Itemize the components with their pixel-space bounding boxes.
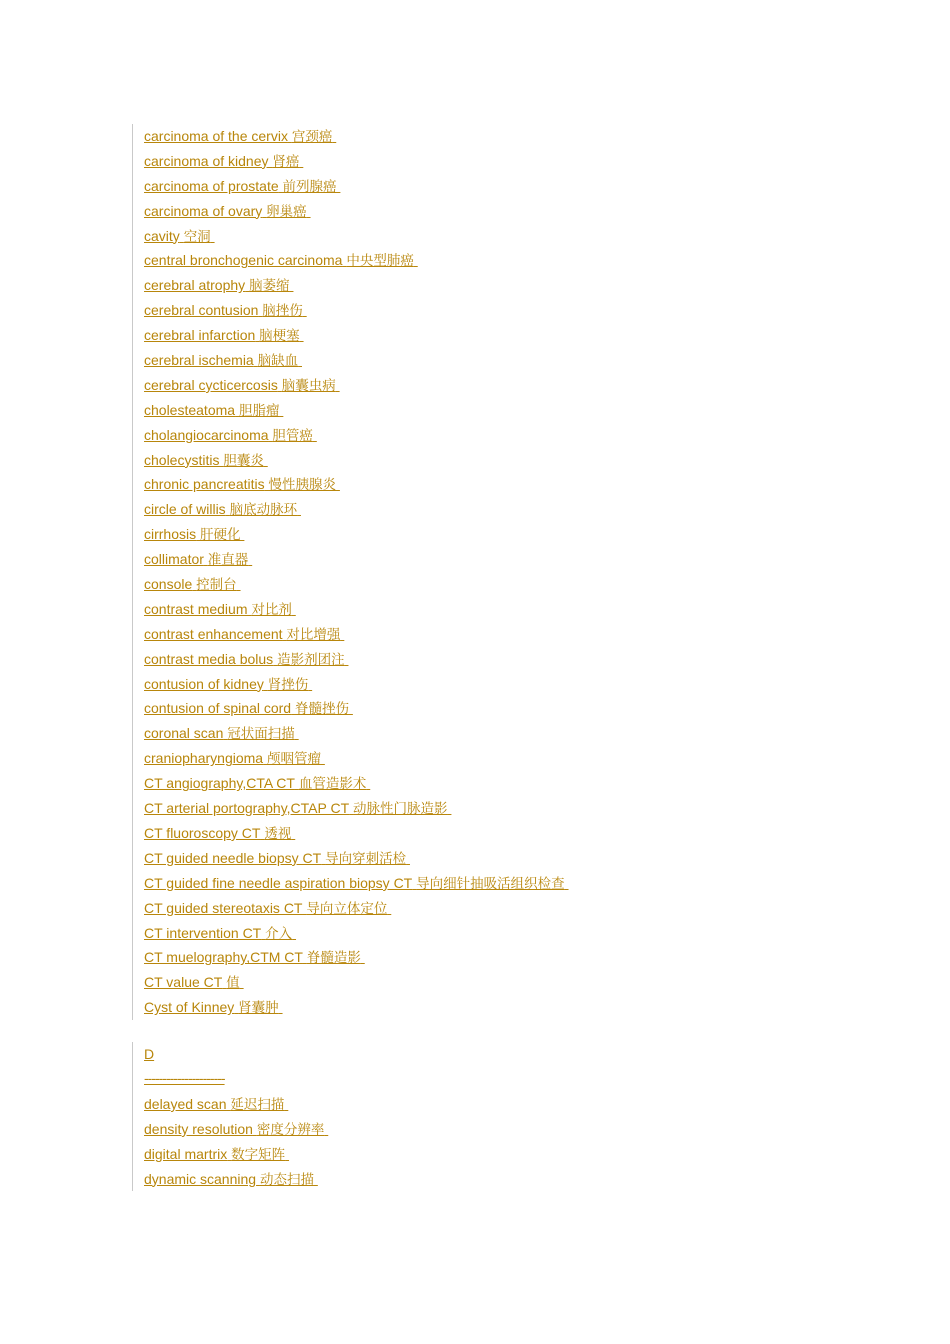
glossary-entry-link[interactable] [144,149,569,174]
glossary-entry-link[interactable] [144,323,569,348]
term-english: dynamic scanning [144,1170,257,1187]
term-english: console [144,576,193,593]
term-chinese: 对比剂 [251,601,292,618]
term-chinese: 肝硬化 [200,527,241,544]
term-english: CT intervention CT [144,924,262,941]
term-english: cerebral ischemia [144,352,254,369]
term-chinese: 血管造影术 [298,776,367,793]
term-english: cholesteatoma [144,401,236,418]
term-chinese: 导向穿刺活检 [325,850,407,867]
term-chinese: 卵巢癌 [266,203,307,220]
glossary-entry-link[interactable] [144,1167,328,1192]
glossary-entry-link[interactable] [144,522,569,547]
glossary-entry-link[interactable] [144,696,569,721]
term-chinese: 慢性胰腺炎 [268,477,337,494]
term-english: cerebral contusion [144,302,259,319]
term-chinese: 导向立体定位 [306,900,388,917]
term-chinese: 中央型肺癌 [346,253,414,270]
term-english: collimator [144,551,204,568]
glossary-entry-link[interactable] [144,821,569,846]
term-english: delayed scan [144,1096,227,1112]
glossary-entry-link[interactable] [144,472,569,497]
term-english: contrast enhancement [144,625,283,642]
term-english: contrast media bolus [144,650,274,667]
term-chinese: 肾癌 [272,153,300,170]
glossary-entry-link[interactable] [144,1142,328,1167]
glossary-entry-link[interactable] [144,448,569,473]
term-english: circle of willis [144,501,226,518]
glossary-entry-link[interactable] [144,721,569,746]
term-english: cirrhosis [144,526,197,543]
term-english: carcinoma of ovary [144,202,263,219]
term-chinese: 颅咽管瘤 [266,751,321,768]
glossary-entry-link[interactable] [144,1117,328,1142]
term-chinese: 前列腺癌 [282,178,337,195]
glossary-entry-link[interactable] [144,124,569,149]
glossary-entry-link[interactable] [144,921,569,946]
term-english: CT arterial portography,CTAP CT [144,800,350,817]
term-chinese: 脊髓挫伤 [294,701,349,718]
glossary-entry-link[interactable] [144,1092,328,1117]
glossary-entry-link[interactable] [144,547,569,572]
term-english: Cyst of Kinney [144,999,235,1016]
term-chinese: 控制台 [196,577,237,594]
term-chinese: 肾挫伤 [267,676,309,693]
glossary-entry-link[interactable] [144,871,569,896]
glossary-section-c [132,124,569,1020]
term-chinese: 胆脂瘤 [238,402,280,419]
term-english: cerebral cycticercosis [144,376,278,393]
glossary-entry-link[interactable] [144,771,569,796]
section-separator: ---------------------- [144,1070,225,1086]
glossary-entry-link[interactable] [144,672,569,697]
term-chinese: 宫颈癌 [291,129,333,145]
term-english: CT fluoroscopy CT [144,824,261,841]
glossary-entry-link[interactable] [144,796,569,821]
term-english: density resolution [144,1120,253,1137]
term-english: CT guided needle biopsy CT [144,849,322,866]
glossary-entry-link[interactable] [144,945,569,970]
term-chinese: 数字矩阵 [231,1146,286,1163]
glossary-entry-link[interactable] [144,273,569,298]
term-english: CT guided fine needle aspiration biopsy CT [144,874,413,891]
term-english: CT angiography,CTA CT [144,775,295,792]
term-chinese: 肾囊肿 [238,1000,279,1017]
term-chinese: 脑底动脉环 [229,502,298,519]
term-english: digital martrix [144,1145,228,1162]
term-chinese: 动脉性门脉造影 [353,801,448,818]
term-english: craniopharyngioma [144,750,264,767]
glossary-entry-link[interactable] [144,497,569,522]
glossary-entry-link[interactable] [144,572,569,597]
term-english: carcinoma of kidney [144,152,269,169]
glossary-entry-link[interactable] [144,199,569,224]
term-english: coronal scan [144,725,224,742]
term-chinese: 值 [226,975,240,992]
term-chinese: 冠状面扫描 [227,726,295,743]
term-english: CT guided stereotaxis CT [144,899,303,916]
term-english: contusion of spinal cord [144,700,292,717]
term-chinese: 脊髓造影 [306,950,361,967]
term-english: cavity [144,227,180,244]
term-english: carcinoma of prostate [144,177,279,194]
term-chinese: 准直器 [207,552,249,569]
glossary-entry-link[interactable] [144,746,569,771]
term-english: chronic pancreatitis [144,476,265,493]
glossary-entry-link[interactable] [144,647,569,672]
term-english: cerebral atrophy [144,277,246,294]
glossary-section-d [132,1042,328,1191]
term-chinese: 脑挫伤 [262,303,303,320]
glossary-entry-link[interactable] [144,995,569,1020]
glossary-entry-link[interactable] [144,597,569,622]
term-english: CT muelography,CTM CT [144,949,303,966]
glossary-entry-link[interactable] [144,373,569,398]
term-chinese: 造影剂团注 [277,651,345,668]
term-chinese: 动态扫描 [259,1171,314,1188]
glossary-entry-link[interactable] [144,896,569,921]
term-chinese: 胆管癌 [272,427,313,444]
term-chinese: 脑缺血 [257,353,299,370]
term-english: cholangiocarcinoma [144,426,269,443]
term-chinese: 脑梗塞 [259,328,300,345]
term-english: cholecystitis [144,451,220,468]
term-english: CT value CT [144,974,223,991]
section-letter-d[interactable]: D [144,1046,155,1062]
term-chinese: 对比增强 [286,626,341,643]
glossary-entry-link[interactable] [144,398,569,423]
term-chinese: 介入 [265,925,293,942]
term-chinese: 透视 [264,825,292,842]
glossary-entry-link[interactable] [144,248,569,273]
term-english: contusion of kidney [144,675,264,692]
glossary-entry-link[interactable] [144,423,569,448]
glossary-entry-link[interactable] [144,622,569,647]
term-chinese: 密度分辨率 [256,1121,325,1138]
term-chinese: 脑囊虫病 [281,377,336,394]
term-english: cerebral infarction [144,327,256,344]
glossary-entry-link[interactable] [144,298,569,323]
term-chinese: 空洞 [183,228,211,245]
term-chinese: 导向细针抽吸活组织检查 [416,875,565,892]
glossary-entry-link[interactable] [144,224,569,249]
term-chinese: 胆囊炎 [223,452,264,469]
term-english: contrast medium [144,600,248,617]
term-english: central bronchogenic carcinoma [144,252,343,269]
term-english: carcinoma of the cervix [144,128,288,144]
glossary-entry-link[interactable] [144,846,569,871]
term-chinese: 脑萎缩 [249,278,290,295]
glossary-entry-link[interactable] [144,348,569,373]
term-chinese: 延迟扫描 [230,1097,285,1113]
glossary-entry-link[interactable] [144,174,569,199]
section-d-entries [144,1092,328,1192]
glossary-entry-link[interactable] [144,970,569,995]
